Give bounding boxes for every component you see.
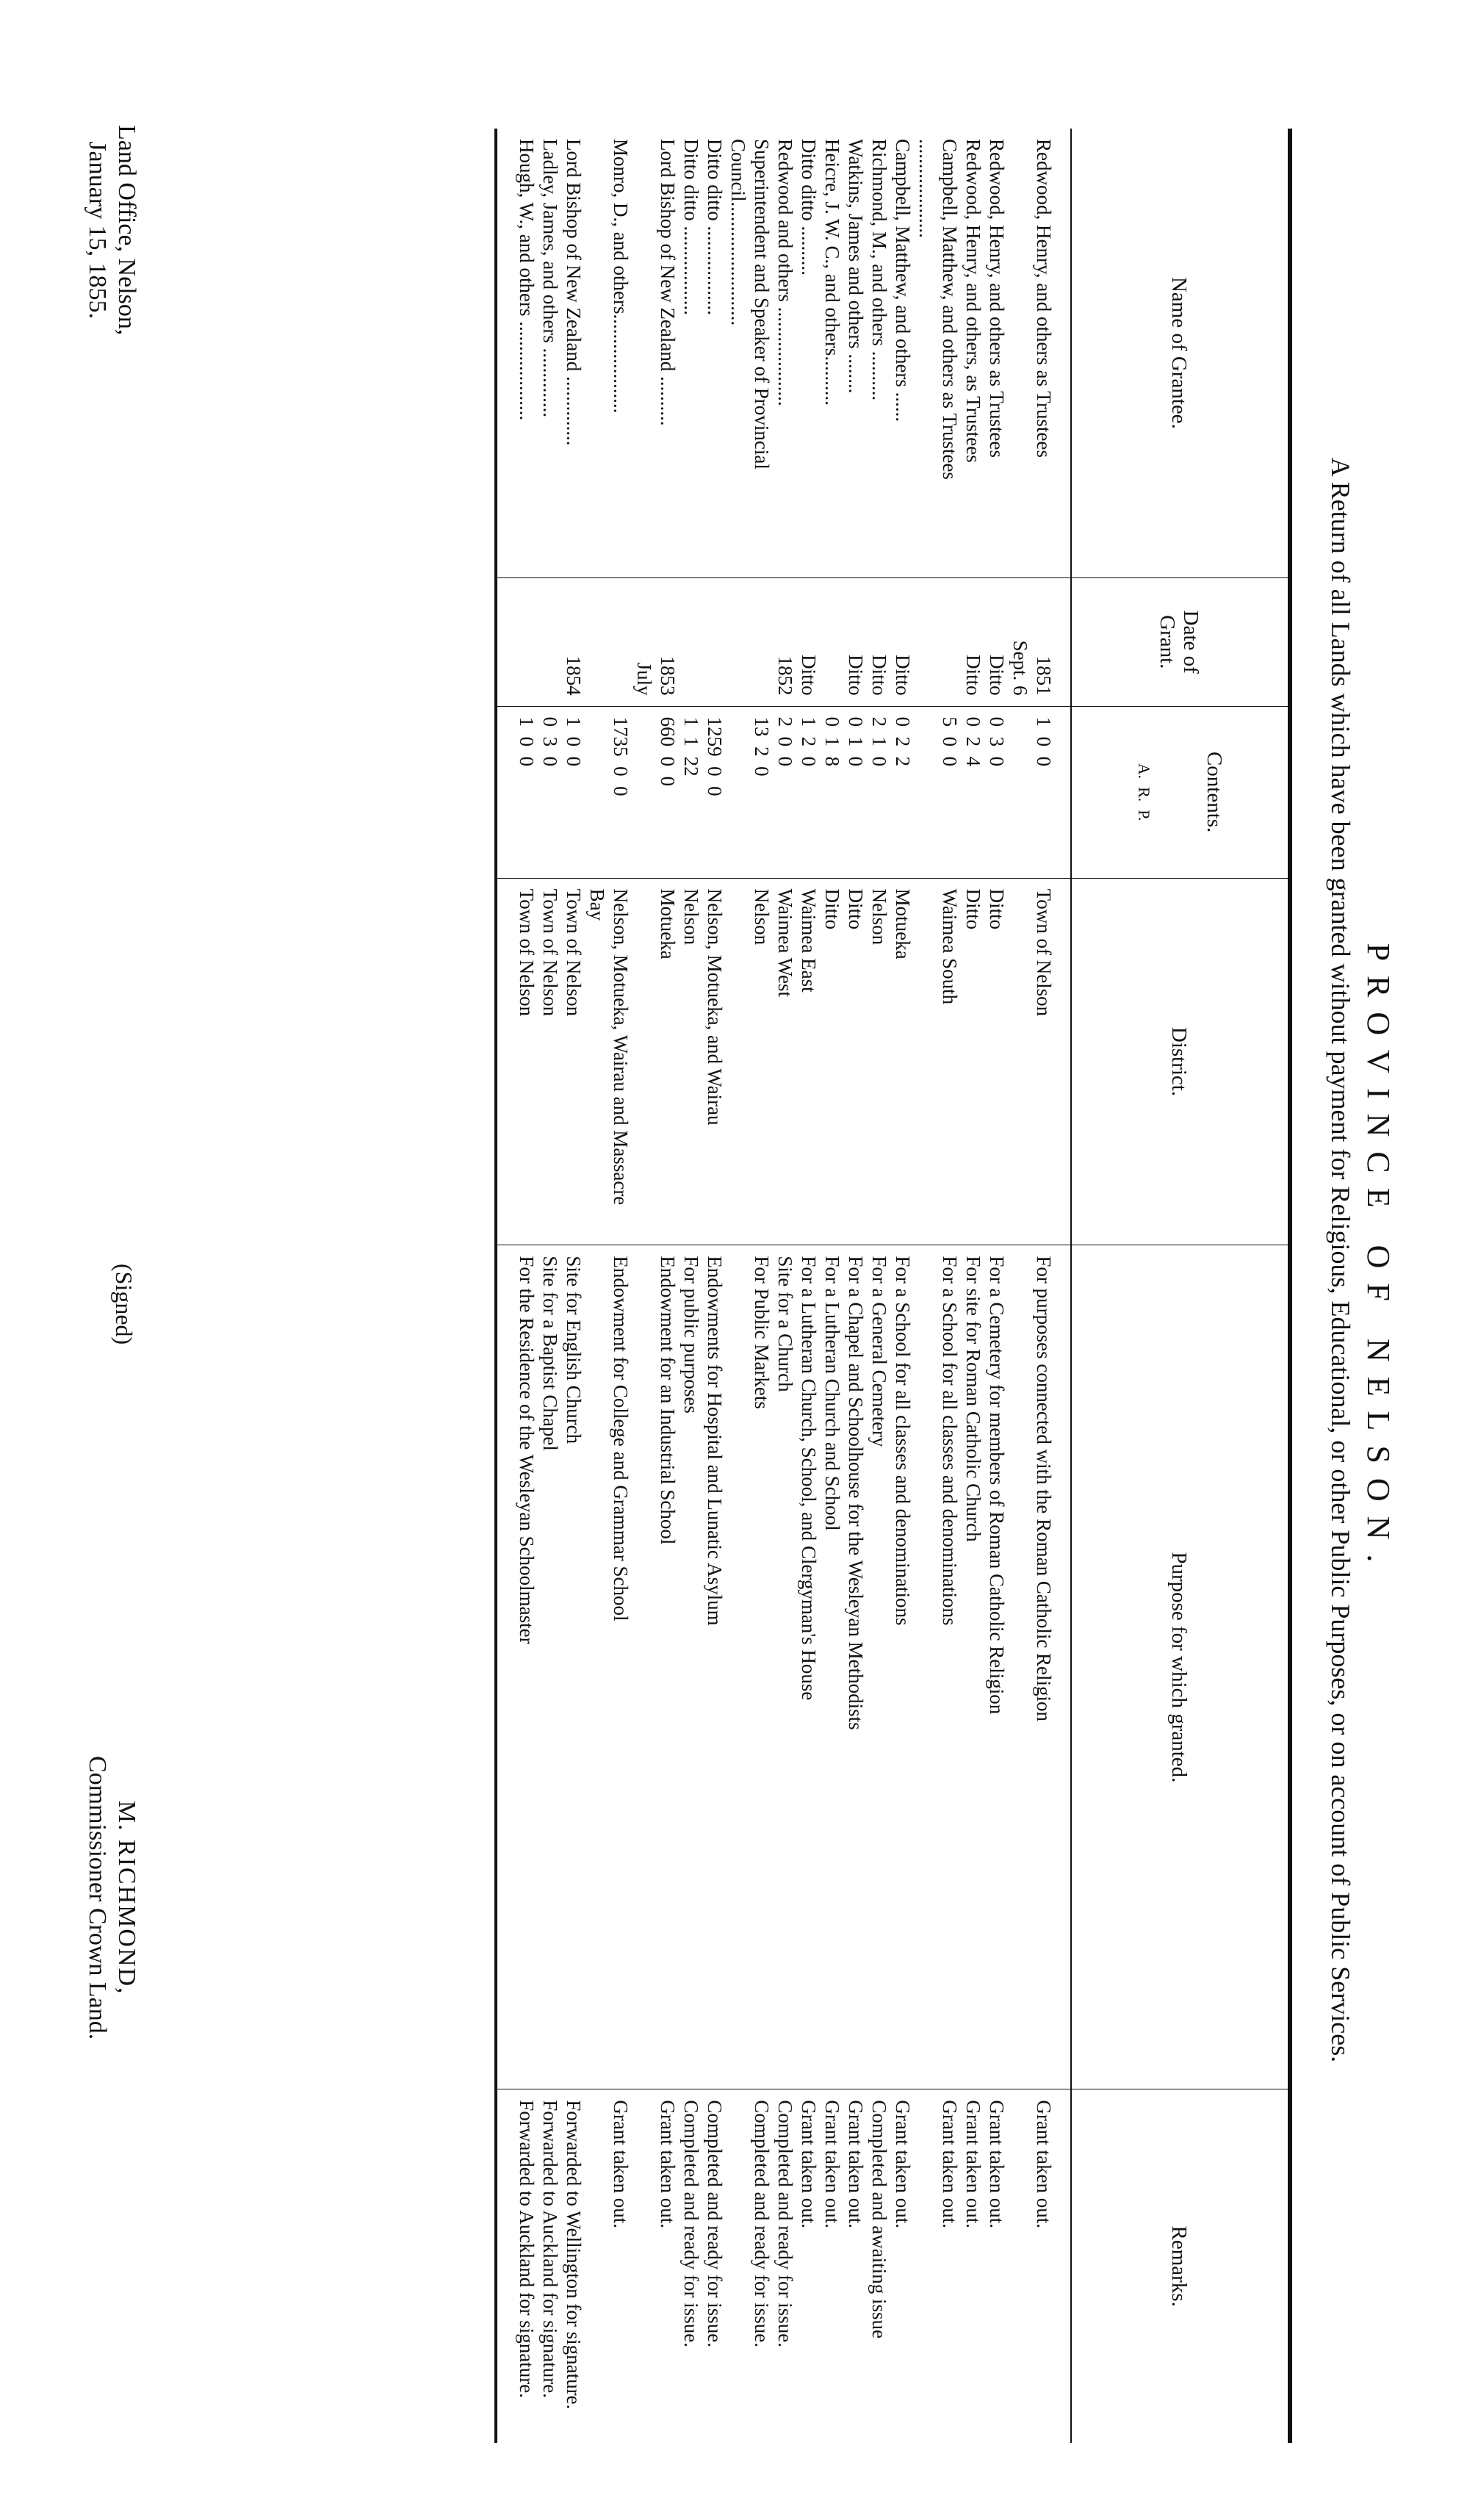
- cell-purpose: Site for English Church: [562, 1245, 585, 2089]
- cell-district: Ditto: [844, 878, 868, 1245]
- cell-date: Ditto: [891, 577, 915, 706]
- table-row: [868, 129, 891, 2443]
- table-row: [797, 129, 821, 2443]
- cell-date: 1851 Sept. 6: [1009, 577, 1071, 706]
- table-row: [703, 129, 727, 2443]
- cell-name: Redwood, Henry, and others as Trustees: [986, 139, 1008, 458]
- cell-purpose: Endowments for Hospital and Lunatic Asylum: [703, 1245, 727, 2089]
- cell-name: Monro, D., and others....................: [610, 139, 632, 414]
- cell-contents: 0 1 0: [844, 706, 868, 878]
- footer-date: January 15, 1855.: [84, 141, 111, 320]
- cell-remarks: Grant taken out.: [797, 2089, 821, 2443]
- cell-remarks: Grant taken out.: [962, 2089, 985, 2443]
- cell-remarks: Grant taken out.: [585, 2089, 632, 2443]
- cell-remarks: Grant taken out.: [632, 2089, 680, 2443]
- cell-district: Motueka: [891, 878, 915, 1245]
- cell-district: Nelson, Motueka, and Wairau: [703, 878, 727, 1245]
- table-row: [562, 129, 585, 2443]
- cell-remarks: Completed and ready for issue.: [727, 2089, 774, 2443]
- cell-district: Ditto: [985, 878, 1009, 1245]
- cell-purpose: For a Lutheran Church and School: [821, 1245, 844, 2089]
- cell-remarks: Completed and ready for issue.: [680, 2089, 703, 2443]
- header-contents-units: A. R. P.: [1135, 763, 1153, 821]
- table-row: [496, 129, 538, 2443]
- cell-date: Ditto: [797, 577, 821, 706]
- table-row: [962, 129, 985, 2443]
- table-row: [1009, 129, 1071, 2443]
- cell-district: Waimea West: [774, 878, 797, 1245]
- cell-contents: 1 0 0: [562, 706, 585, 878]
- cell-date: 1853 July: [632, 577, 680, 706]
- cell-contents: 0 2 2: [891, 706, 915, 878]
- cell-remarks: Grant taken out.: [844, 2089, 868, 2443]
- cell-date: [727, 577, 774, 706]
- footer-office-block: [82, 125, 141, 335]
- cell-contents: 1 0 0: [496, 706, 538, 878]
- cell-remarks: Completed and ready for issue.: [703, 2089, 727, 2443]
- cell-district: Ditto: [962, 878, 985, 1245]
- table-body: [496, 129, 1071, 2443]
- table-header: [1071, 129, 1290, 2443]
- cell-name: Campbell, Matthew, and others ......: [892, 139, 914, 422]
- cell-purpose: For a General Cemetery: [868, 1245, 891, 2089]
- cell-district: Nelson: [727, 878, 774, 1245]
- header-name: Name of Grantee.: [1071, 129, 1290, 577]
- cell-name: Redwood, Henry, and others as Trustees: [1033, 139, 1055, 458]
- cell-contents: 0 1 8: [821, 706, 844, 878]
- cell-purpose: For a Chapel and Schoolhouse for the Wesleyan Methodists: [844, 1245, 868, 2089]
- cell-remarks: Grant taken out.: [985, 2089, 1009, 2443]
- cell-contents: 2 0 0: [774, 706, 797, 878]
- table-row: [985, 129, 1009, 2443]
- header-remarks: Remarks.: [1071, 2089, 1290, 2443]
- cell-date: [703, 577, 727, 706]
- header-district: District.: [1071, 878, 1290, 1245]
- footer-signature-block: [82, 1756, 141, 2040]
- cell-remarks: Completed and ready for issue.: [774, 2089, 797, 2443]
- cell-remarks: Grant taken out.: [891, 2089, 915, 2443]
- cell-remarks: Forwarded to Wellington for signature.: [562, 2089, 585, 2443]
- cell-remarks: Forwarded to Auckland for signature.: [538, 2089, 562, 2443]
- cell-date: 1852: [774, 577, 797, 706]
- cell-district: Nelson: [868, 878, 891, 1245]
- table-row: [844, 129, 868, 2443]
- cell-purpose: For public purposes: [680, 1245, 703, 2089]
- cell-contents: 1 2 0: [797, 706, 821, 878]
- page-subtitle: A Return of all Lands which have been granted without payment for Religious, Educational, or other Public Purposes, or on account of Public Services.: [1326, 457, 1355, 2063]
- page-heading: PROVINCE OF NELSON.: [1360, 943, 1396, 1577]
- cell-date: [538, 577, 562, 706]
- cell-name: Ladley, James, and others ..............: [539, 139, 561, 418]
- cell-contents: 1 1 22: [680, 706, 703, 878]
- cell-name: Watkins, James and others ........: [845, 139, 867, 394]
- cell-name: Hough, W., and others ....................: [496, 129, 538, 577]
- cell-district: Ditto: [821, 878, 844, 1245]
- cell-district: Motueka: [632, 878, 680, 1245]
- cell-name: Ditto ditto ..........: [798, 139, 820, 276]
- cell-name: Heicre, J. W. C., and others..........: [821, 139, 843, 406]
- cell-remarks: Forwarded to Auckland for signature.: [496, 2089, 538, 2443]
- cell-contents: 660 0 0: [632, 706, 680, 878]
- cell-district: Town of Nelson: [562, 878, 585, 1245]
- cell-name: Ditto ditto ..................: [704, 139, 726, 316]
- cell-name: Campbell, Matthew, and others as Trustees ....................: [915, 139, 961, 480]
- cell-contents: 1 0 0: [1009, 706, 1071, 878]
- cell-name: Lord Bishop of New Zealand ..........: [657, 139, 679, 426]
- cell-date: [496, 577, 538, 706]
- cell-contents: 13 2 0: [727, 706, 774, 878]
- table-row: [774, 129, 797, 2443]
- table-row: [915, 129, 962, 2443]
- cell-date: Ditto: [868, 577, 891, 706]
- cell-date: Ditto: [844, 577, 868, 706]
- footer-office: Land Office, Nelson,: [113, 125, 140, 336]
- table-row: [585, 129, 632, 2443]
- cell-date: [915, 577, 962, 706]
- cell-purpose: For a School for all classes and denominations: [915, 1245, 962, 2089]
- cell-date: 1854: [562, 577, 585, 706]
- cell-contents: 0 3 0: [985, 706, 1009, 878]
- cell-contents: 0 3 0: [538, 706, 562, 878]
- cell-contents: 0 2 4: [962, 706, 985, 878]
- cell-district: Waimea South: [915, 878, 962, 1245]
- table-row: [727, 129, 774, 2443]
- footer-signed: (Signed): [111, 1264, 137, 1345]
- cell-purpose: For a School for all classes and denominations: [891, 1245, 915, 2089]
- cell-purpose: For purposes connected with the Roman Catholic Religion: [1009, 1245, 1071, 2089]
- cell-purpose: Endowment for College and Grammar School: [585, 1245, 632, 2089]
- table-row: [538, 129, 562, 2443]
- cell-date: Ditto: [985, 577, 1009, 706]
- cell-district: Nelson: [680, 878, 703, 1245]
- cell-date: [585, 577, 632, 706]
- cell-remarks: Grant taken out.: [915, 2089, 962, 2443]
- cell-district: Town of Nelson: [1009, 878, 1071, 1245]
- header-purpose: Purpose for which granted.: [1071, 1245, 1290, 2089]
- cell-remarks: Grant taken out.: [821, 2089, 844, 2443]
- cell-purpose: For a Cemetery for members of Roman Catholic Religion: [985, 1245, 1009, 2089]
- cell-contents: 1735 0 0: [585, 706, 632, 878]
- cell-remarks: Grant taken out.: [1009, 2089, 1071, 2443]
- cell-purpose: For the Residence of the Wesleyan Schoolmaster: [496, 1245, 538, 2089]
- cell-name: Superintendent and Speaker of Provincial Council.........................: [727, 139, 773, 469]
- cell-name: Richmond, M., and others ..........: [868, 139, 890, 401]
- footer-title: Commissioner Crown Land.: [84, 1756, 111, 2040]
- cell-purpose: Endowment for an Industrial School: [632, 1245, 680, 2089]
- cell-purpose: Site for a Baptist Chapel: [538, 1245, 562, 2089]
- cell-purpose: For a Lutheran Church, School, and Clergyman's House: [797, 1245, 821, 2089]
- cell-purpose: For Public Markets: [727, 1245, 774, 2089]
- header-date: Date of Grant.: [1071, 577, 1290, 706]
- cell-remarks: Completed and awaiting issue: [868, 2089, 891, 2443]
- cell-district: Town of Nelson: [538, 878, 562, 1245]
- cell-name: Lord Bishop of New Zealand ..............: [563, 139, 585, 446]
- header-contents-label: Contents.: [1203, 751, 1226, 833]
- header-contents: [1071, 706, 1290, 878]
- cell-contents: 1259 0 0: [703, 706, 727, 878]
- cell-name: Ditto ditto ..................: [680, 139, 702, 316]
- cell-district: Waimea East: [797, 878, 821, 1245]
- cell-purpose: For site for Roman Catholic Church: [962, 1245, 985, 2089]
- table-row: [680, 129, 703, 2443]
- land-grants-table: [494, 129, 1292, 2443]
- cell-date: [821, 577, 844, 706]
- cell-date: Ditto: [962, 577, 985, 706]
- cell-name: Redwood, Henry, and others, as Trustees: [962, 139, 984, 463]
- cell-name: Redwood and others ....................: [774, 139, 796, 406]
- cell-purpose: Site for a Church: [774, 1245, 797, 2089]
- table-row: [891, 129, 915, 2443]
- cell-contents: 2 1 0: [868, 706, 891, 878]
- footer-signatory: M. RICHMOND,: [113, 1800, 140, 1995]
- table-row: [821, 129, 844, 2443]
- table-row: [632, 129, 680, 2443]
- cell-district: Town of Nelson: [496, 878, 538, 1245]
- cell-date: [680, 577, 703, 706]
- cell-district: Nelson, Motueka, Wairau and Massacre Bay: [585, 878, 632, 1245]
- cell-contents: 5 0 0: [915, 706, 962, 878]
